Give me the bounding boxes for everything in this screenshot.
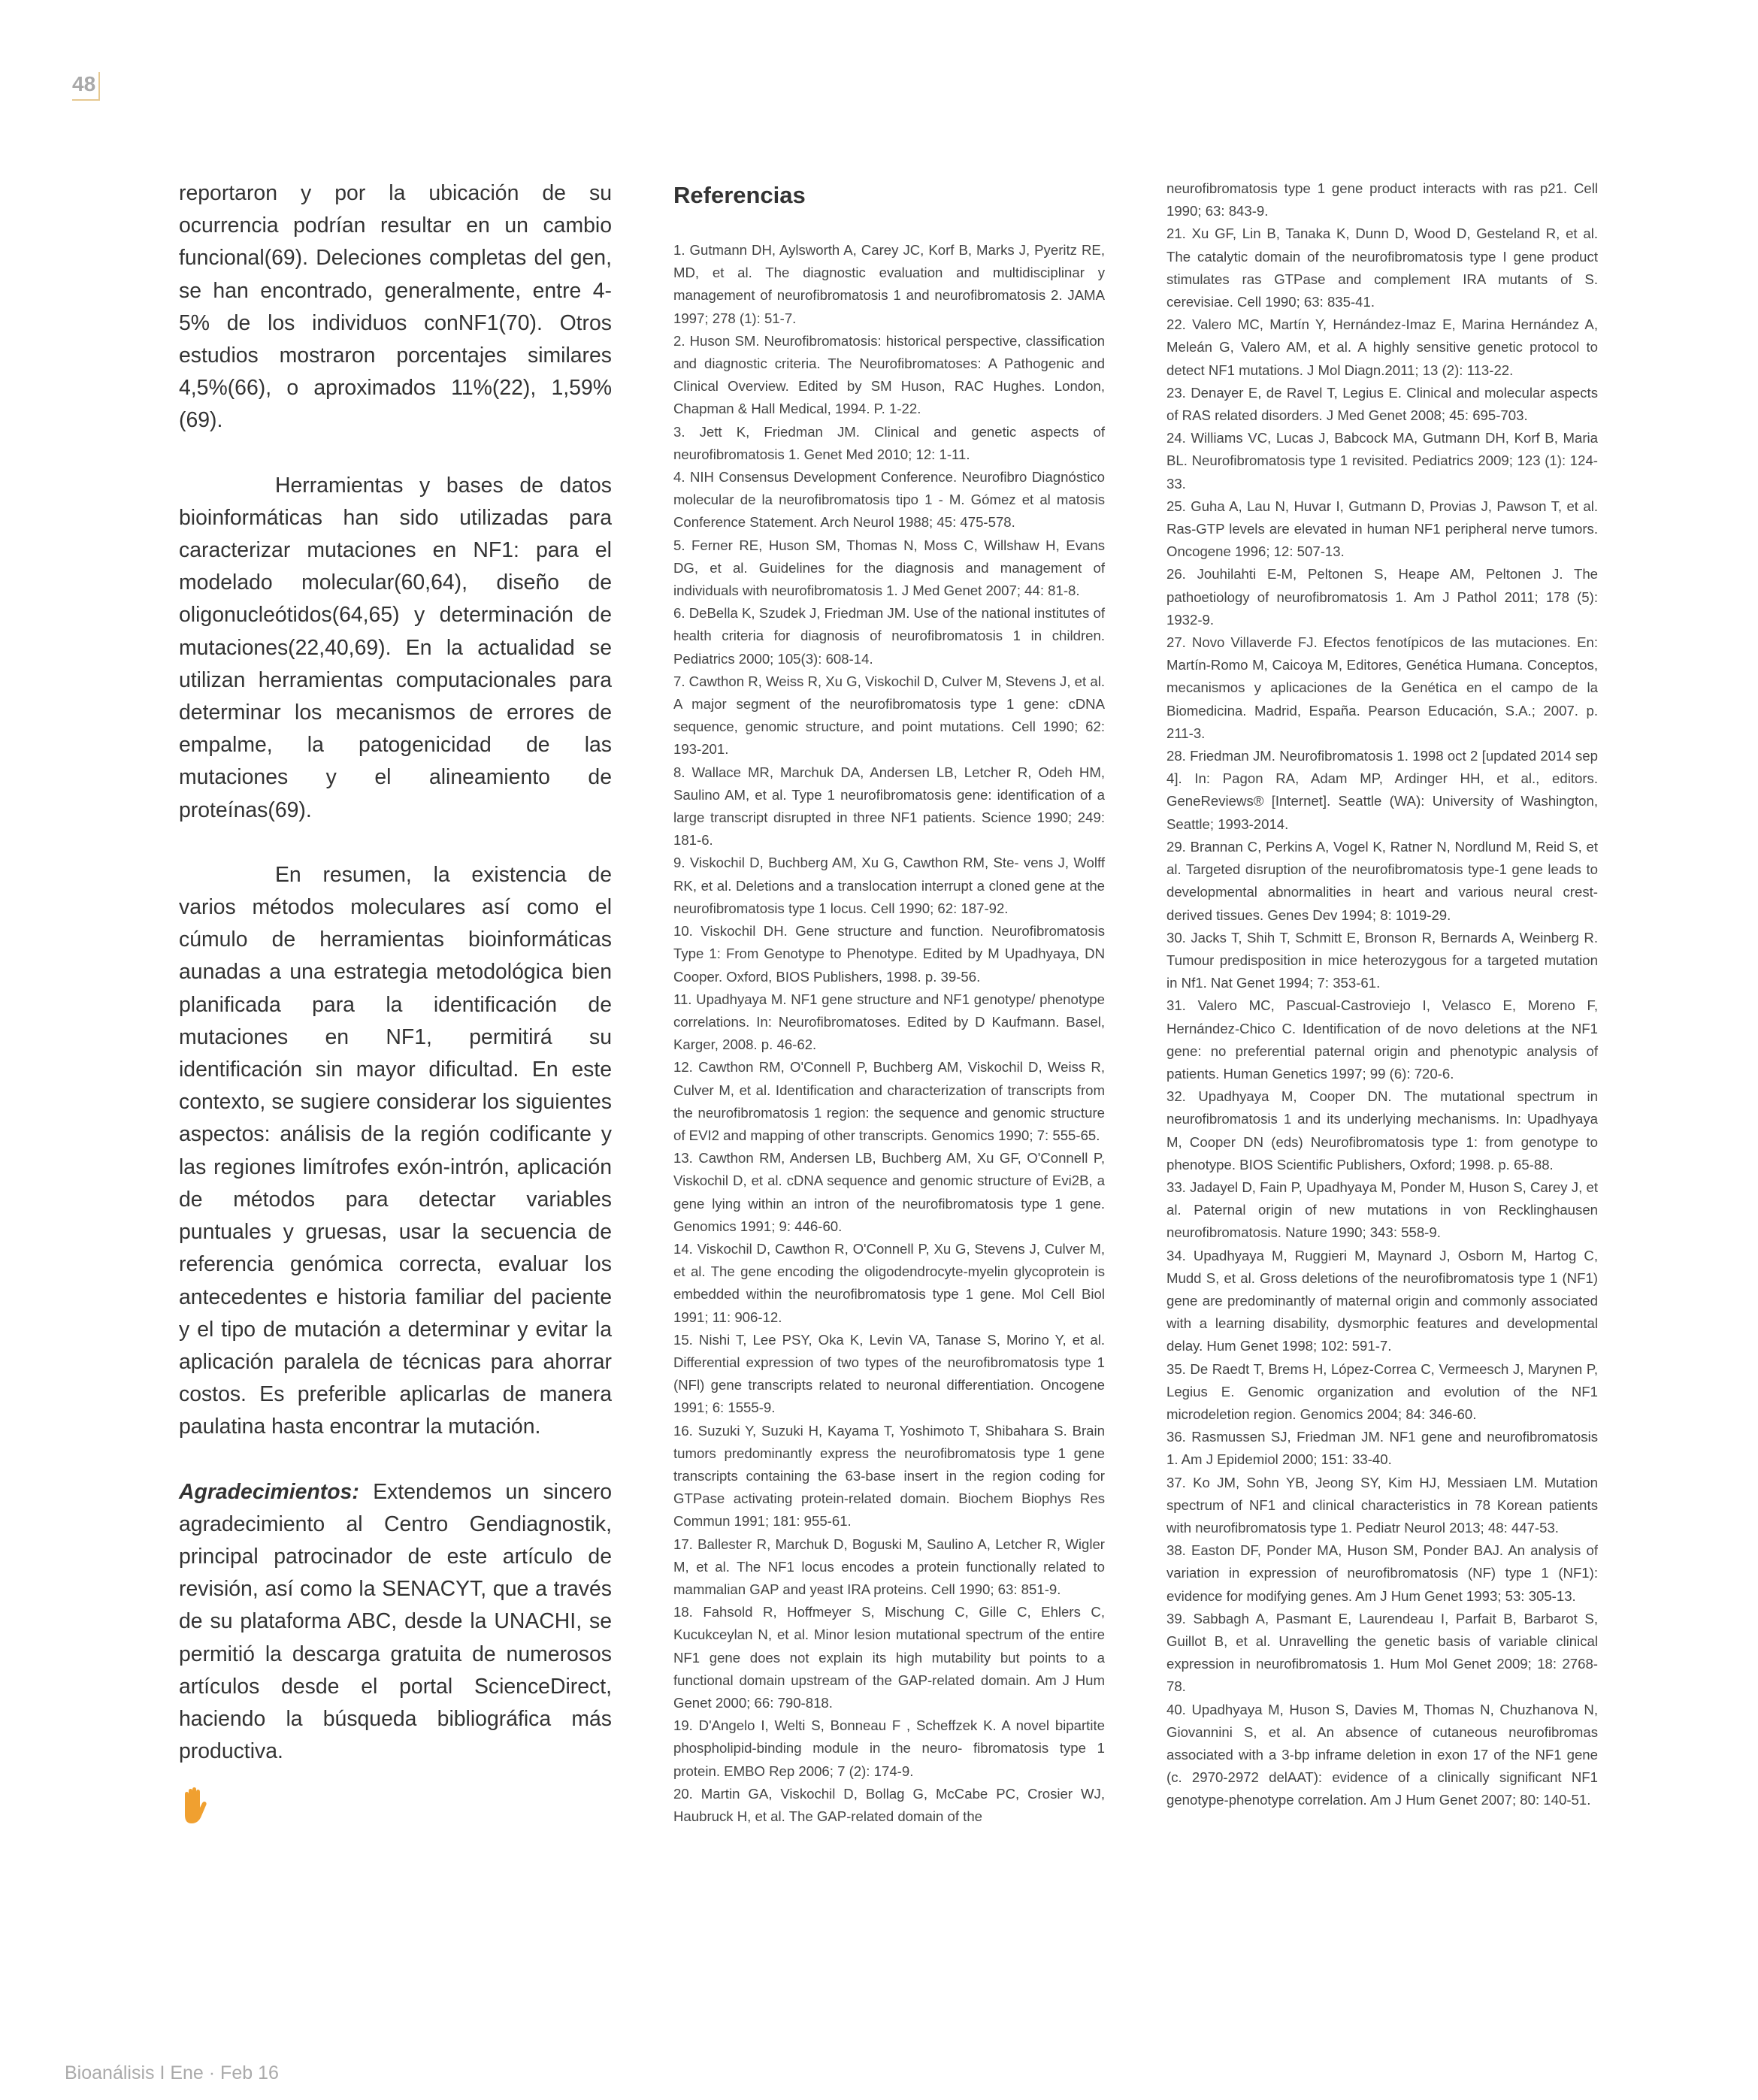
reference-item: 20. Martin GA, Viskochil D, Bollag G, McCabe PC, Crosier WJ, Haubruck H, et al. The GAP-related domain of the <box>673 1785 1105 1825</box>
acknowledgements-text: Extendemos un sincero agradecimiento al Centro Gendiagnostik, principal patrocinador de este artículo de revisión, así como la SENACYT, que a través de su plataforma ABC, desde la UNACHI, se permitió la descarga gratuita de numerosos artículos desde el portal ScienceDirect, haciendo la búsqueda bibliográfica más productiva. <box>179 1479 612 1764</box>
reference-item: 35. De Raedt T, Brems H, López-Correa C, Vermeesch J, Marynen P, Legius E. Genomic organization and evolution of the NF1 microdeletion region. Genomics 2004; 84: 346-60. <box>1166 1360 1598 1422</box>
references-column-1 <box>673 177 1105 1828</box>
reference-item: 27. Novo Villaverde FJ. Efectos fenotípicos de las mutaciones. En: Martín-Romo M, Caicoya M, Editores, Genética Humana. Conceptos, mecanismos y aplicaciones de la Genética en el campo de la Biomedicina. Madrid, España. Pearson Educación, S.A.; 2007. p. 211-3. <box>1166 634 1598 741</box>
paragraph-bioinformatics: Herramientas y bases de datos bioinformáticas han sido utilizadas para caracterizar mutaciones en NF1: para el modelado molecular(60,64), diseño de oligonucleótidos(64,65) y determinación de mutaciones(22,40,69). En la actualidad se utilizan herramientas computacionales para determinar los mecanismos de errores de empalme, la patogenicidad de las mutaciones y el alineamiento de proteínas(69). <box>179 473 612 822</box>
reference-item: 9. Viskochil D, Buchberg AM, Xu G, Cawthon RM, Ste- vens J, Wolff RK, et al. Deletions and a translocation interrupt a cloned gene at the neurofibromatosis type 1 locus. Cell 1990; 62: 187-92. <box>673 855 1105 916</box>
reference-item: 5. Ferner RE, Huson SM, Thomas N, Moss C, Willshaw H, Evans DG, et al. Guidelines for the diagnosis and management of individuals with neurofibromatosis 1. J Med Genet 2007; 44: 81-8. <box>673 537 1105 599</box>
reference-item: 32. Upadhyaya M, Cooper DN. The mutational spectrum in neurofibromatosis 1 and its underlying mechanisms. In: Upadhyaya M, Cooper DN (eds) Neurofibromatosis type 1: from genotype to phenotype. BIOS Scientific Publishers, Oxford; 1998. p. 65-88. <box>1166 1088 1598 1173</box>
reference-item: neurofibromatosis type 1 gene product interacts with ras p21. Cell 1990; 63: 843-9. <box>1166 180 1598 219</box>
reference-item: 36. Rasmussen SJ, Friedman JM. NF1 gene and neurofibromatosis 1. Am J Epidemiol 2000; 151: 33-40. <box>1166 1429 1598 1468</box>
reference-item: 3. Jett K, Friedman JM. Clinical and genetic aspects of neurofibromatosis 1. Genet Med 2010; 12: 1-11. <box>673 423 1105 462</box>
acknowledgements-paragraph <box>179 1476 612 1769</box>
reference-item: 14. Viskochil D, Cawthon R, O'Connell P, Xu G, Stevens J, Culver M, et al. The gene encoding the oligodendrocyte-myelin glycoprotein is embedded within the neurofibromatosis type 1 gene. Mol Cell Biol 1991; 11: 906-12. <box>673 1240 1105 1325</box>
references-column-2 <box>1166 177 1598 1812</box>
footer-journal-issue: Bioanálisis I Ene · Feb 16 <box>65 2062 279 2083</box>
page-number: 48 <box>72 72 100 101</box>
reference-item: 24. Williams VC, Lucas J, Babcock MA, Gutmann DH, Korf B, Maria BL. Neurofibromatosis type 1 revisited. Pediatrics 2009; 123 (1): 124-33. <box>1166 430 1598 492</box>
reference-item: 4. NIH Consensus Development Conference. Neurofibro Diagnóstico molecular de la neurofibromatosis tipo 1 - M. Gómez et al matosis Conference Statement. Arch Neurol 1988; 45: 475-578. <box>673 469 1105 531</box>
reference-item: 2. Huson SM. Neurofibromatosis: historical perspective, classification and diagnostic criteria. The Neurofibromatoses: A Pathogenic and Clinical Overview. Edited by SM Huson, RAC Hughes. London, Chapman & Hall Medical, 1994. P. 1-22. <box>673 332 1105 417</box>
paragraph-deletions: reportaron y por la ubicación de su ocurrencia podrían resultar en un cambio funcional(69). Deleciones completas del gen, se han encontrado, generalmente, entre 4-5% de los individuos conNF1(70). Otros estudios mostraron porcentajes similares 4,5%(66), o aproximados 11%(22), 1,59%(69). <box>179 181 612 433</box>
paragraph-summary: En resumen, la existencia de varios métodos moleculares así como el cúmulo de herramientas bioinformáticas aunadas a una estrategia metodológica bien planificada para la identificación de mutaciones en NF1, permitirá su identificación sin mayor dificultad. En este contexto, se sugiere considerar los siguientes aspectos: análisis de la región codificante y las regiones limítrofes exón-intrón, aplicación de métodos para detectar variables puntuales y gruesas, usar la secuencia de referencia genómica correcta, evaluar los antecedentes e historia familiar del paciente y el tipo de mutación a determinar y evitar la aplicación paralela de técnicas para ahorrar costos. Es preferible aplicarlas de manera paulatina hasta encontrar la mutación. <box>179 862 612 1439</box>
reference-item: 19. D'Angelo I, Welti S, Bonneau F , Scheffzek K. A novel bipartite phospholipid-binding module in the neuro- fibromatosis type 1 protein. EMBO Rep 2006; 7 (2): 174-9. <box>673 1717 1105 1779</box>
reference-item: 6. DeBella K, Szudek J, Friedman JM. Use of the national institutes of health criteria for diagnosis of neurofibromatosis 1 in children. Pediatrics 2000; 105(3): 608-14. <box>673 605 1105 667</box>
reference-item: 29. Brannan C, Perkins A, Vogel K, Ratner N, Nordlund M, Reid S, et al. Targeted disruption of the neurofibromatosis type-1 gene leads to developmental abnormalities in heart and various neural crest-derived tissues. Genes Dev 1994; 8: 1019-29. <box>1166 838 1598 923</box>
reference-item: 31. Valero MC, Pascual-Castroviejo I, Velasco E, Moreno F, Hernández-Chico C. Identification of de novo deletions at the NF1 gene: no preferential paternal origin and phenotypic analysis of patients. Human Genetics 1997; 99 (6): 720-6. <box>1166 997 1598 1082</box>
reference-item: 7. Cawthon R, Weiss R, Xu G, Viskochil D, Culver M, Stevens J, et al. A major segment of the neurofibromatosis type 1 gene: cDNA sequence, genomic structure, and point mutations. Cell 1990; 62: 193-201. <box>673 673 1105 758</box>
reference-item: 17. Ballester R, Marchuk D, Boguski M, Saulino A, Letcher R, Wigler M, et al. The NF1 locus encodes a protein functionally related to mammalian GAP and yeast IRA proteins. Cell 1990; 63: 851-9. <box>673 1536 1105 1597</box>
acknowledgements-title: Agradecimientos: <box>179 1479 359 1504</box>
reference-item: 25. Guha A, Lau N, Huvar I, Gutmann D, Provias J, Pawson T, et al. Ras-GTP levels are elevated in human NF1 peripheral nerve tumors. Oncogene 1996; 12: 507-13. <box>1166 498 1598 560</box>
reference-item: 37. Ko JM, Sohn YB, Jeong SY, Kim HJ, Messiaen LM. Mutation spectrum of NF1 and clinical characteristics in 78 Korean patients with neurofibromatosis type 1. Pediatr Neurol 2013; 48: 447-53. <box>1166 1474 1598 1536</box>
reference-item: 18. Fahsold R, Hoffmeyer S, Mischung C, Gille C, Ehlers C, Kucukceylan N, et al. Minor lesion mutational spectrum of the entire NF1 gene does not explain its high mutability but points to a functional domain upstream of the GAP-related domain. Am J Hum Genet 2000; 66: 790-818. <box>673 1604 1105 1711</box>
reference-item: 39. Sabbagh A, Pasmant E, Laurendeau I, Parfait B, Barbarot S, Guillot B, et al. Unravelling the genetic basis of variable clinical expression in neurofibromatosis 1. Hum Mol Genet 2009; 18: 2768-78. <box>1166 1610 1598 1695</box>
reference-item: 33. Jadayel D, Fain P, Upadhyaya M, Ponder M, Huson S, Carey J, et al. Paternal origin of new mutations in von Recklinghausen neurofibromatosis. Nature 1990; 343: 558-9. <box>1166 1179 1598 1241</box>
reference-item: 30. Jacks T, Shih T, Schmitt E, Bronson R, Bernards A, Weinberg R. Tumour predisposition in mice heterozygous for a targeted mutation in Nf1. Nat Genet 1994; 7: 353-61. <box>1166 929 1598 991</box>
hand-icon <box>179 1787 209 1826</box>
reference-item: 40. Upadhyaya M, Huson S, Davies M, Thomas N, Chuzhanova N, Giovannini S, et al. An absence of cutaneous neurofibromas associated with a 3-bp inframe deletion in exon 17 of the NF1 gene (c. 2970-2972 delAAT): evidence of a clinically significant NF1 genotype-phenotype correlation. Am J Hum Genet 2007; 80: 140-51. <box>1166 1701 1598 1808</box>
reference-item: 21. Xu GF, Lin B, Tanaka K, Dunn D, Wood D, Gesteland R, et al. The catalytic domain of the neurofibromatosis type I gene product stimulates ras GTPase and complement IRA mutants of S. cerevisiae. Cell 1990; 63: 835-41. <box>1166 225 1598 310</box>
reference-item: 10. Viskochil DH. Gene structure and function. Neurofibromatosis Type 1: From Genotype to Phenotype. Edited by M Upadhyaya, DN Cooper. Oxford, BIOS Publishers, 1998. p. 39-56. <box>673 923 1105 985</box>
reference-item: 12. Cawthon RM, O'Connell P, Buchberg AM, Viskochil D, Weiss R, Culver M, et al. Identification and characterization of transcripts from the neurofibromatosis 1 region: the sequence and genomic structure of EVI2 and mapping of other transcripts. Genomics 1990; 7: 555-65. <box>673 1059 1105 1143</box>
reference-item: 11. Upadhyaya M. NF1 gene structure and NF1 genotype/ phenotype correlations. In: Neurofibromatoses. Edited by D Kaufmann. Basel, Karger, 2008. p. 46-62. <box>673 991 1105 1053</box>
reference-item: 26. Jouhilahti E-M, Peltonen S, Heape AM, Peltonen J. The pathoetiology of neurofibromatosis 1. Am J Pathol 2011; 178 (5): 1932-9. <box>1166 566 1598 628</box>
reference-item: 1. Gutmann DH, Aylsworth A, Carey JC, Korf B, Marks J, Pyeritz RE, MD, et al. The diagnostic evaluation and multidisciplinar y management of neurofibromatosis 1 and neurofibromatosis 2. JAMA 1997; 278 (1): 51-7. <box>673 242 1105 326</box>
reference-item: 15. Nishi T, Lee PSY, Oka K, Levin VA, Tanase S, Morino Y, et al. Differential expression of two types of the neurofibromatosis type 1 (NFl) gene transcripts related to neuronal differentiation. Oncogene 1991; 6: 1555-9. <box>673 1331 1105 1416</box>
reference-item: 34. Upadhyaya M, Ruggieri M, Maynard J, Osborn M, Hartog C, Mudd S, et al. Gross deletions of the neurofibromatosis type 1 (NF1) gene are predominantly of maternal origin and commonly associated with a learning disability, dysmorphic features and developmental delay. Hum Genet 1998; 102: 591-7. <box>1166 1247 1598 1354</box>
reference-item: 13. Cawthon RM, Andersen LB, Buchberg AM, Xu GF, O'Connell P, Viskochil D, et al. cDNA sequence and genomic structure of Evi2B, a gene lying within an intron of the neurofibromatosis type 1 gene. Genomics 1991; 9: 446-60. <box>673 1150 1105 1234</box>
reference-item: 38. Easton DF, Ponder MA, Huson SM, Ponder BAJ. An analysis of variation in expression of neurofibromatosis (NF) type 1 (NF1): evidence for modifying genes. Am J Hum Genet 1993; 53: 305-13. <box>1166 1542 1598 1604</box>
reference-item: 8. Wallace MR, Marchuk DA, Andersen LB, Letcher R, Odeh HM, Saulino AM, et al. Type 1 neurofibromatosis gene: identification of a large transcript disrupted in three NF1 patients. Science 1990; 249: 181-6. <box>673 764 1105 849</box>
reference-item: 16. Suzuki Y, Suzuki H, Kayama T, Yoshimoto T, Shibahara S. Brain tumors predominantly express the neurofibromatosis type 1 gene transcripts containing the 63-base insert in the region coding for GTPase activating protein-related domain. Biochem Biophys Res Commun 1991; 181: 955-61. <box>673 1422 1105 1530</box>
reference-item: 22. Valero MC, Martín Y, Hernández-Imaz E, Marina Hernández A, Meleán G, Valero AM, et al. A highly sensitive genetic protocol to detect NF1 mutations. J Mol Diagn.2011; 13 (2): 113-22. <box>1166 316 1598 378</box>
body-text-column <box>179 177 612 1836</box>
reference-item: 23. Denayer E, de Ravel T, Legius E. Clinical and molecular aspects of RAS related disorders. J Med Genet 2008; 45: 695-703. <box>1166 384 1598 424</box>
references-heading: Referencias <box>673 182 806 208</box>
reference-item: 28. Friedman JM. Neurofibromatosis 1. 1998 oct 2 [updated 2014 sep 4]. In: Pagon RA, Adam MP, Ardinger HH, et al., editors. GeneReviews® [Internet]. Seattle (WA): University of Washington, Seattle; 1993-2014. <box>1166 748 1598 832</box>
